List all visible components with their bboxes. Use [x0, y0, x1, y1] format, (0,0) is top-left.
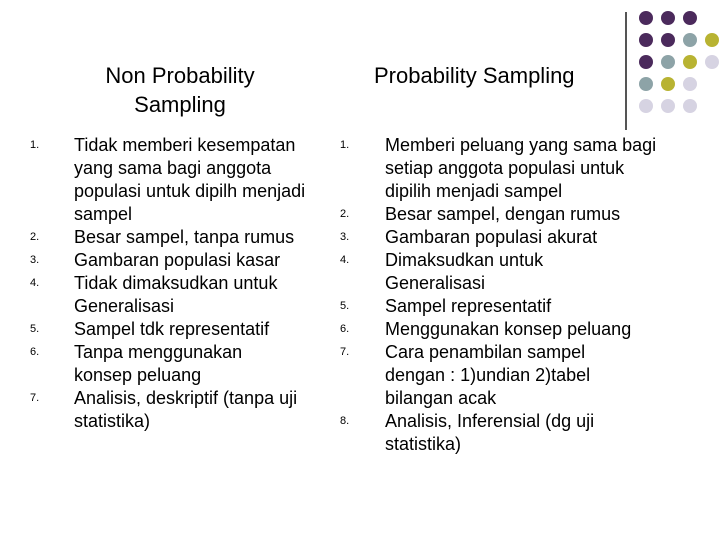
non-probability-title: Non Probability Sampling [105, 63, 255, 117]
dot-lavender [683, 99, 697, 113]
list-item [30, 226, 330, 249]
dot-gray [683, 33, 697, 47]
item-number: 2. [340, 208, 350, 220]
list-item [340, 295, 680, 318]
list-item [340, 341, 680, 410]
list-item [30, 318, 330, 341]
item-text: Besar sampel, tanpa rumus [74, 227, 295, 247]
dot-purple [661, 11, 675, 25]
dot-lavender [683, 77, 697, 91]
list-item [340, 249, 680, 295]
item-text: Gambaran populasi akurat [385, 227, 598, 247]
item-number: 4. [340, 254, 350, 266]
item-number: 7. [30, 392, 40, 404]
item-number: 6. [340, 323, 350, 335]
dot-purple [639, 33, 653, 47]
item-number: 1. [30, 139, 40, 151]
list-item [340, 203, 680, 226]
dot-purple [639, 11, 653, 25]
item-number: 3. [30, 254, 40, 266]
list-item [340, 410, 680, 456]
item-text: Sampel representatif [385, 296, 552, 316]
item-number: 1. [340, 139, 350, 151]
item-text: Memberi peluang yang sama bagi setiap anggota populasi untuk dipilih menjadi sampel [385, 135, 657, 201]
item-text: Cara penambilan sampel dengan : 1)undian 2)tabel bilangan acak [385, 342, 591, 408]
item-text: Gambaran populasi kasar [74, 250, 281, 270]
item-number: 7. [340, 346, 350, 358]
dot-olive [705, 33, 719, 47]
item-number: 5. [340, 300, 350, 312]
item-number: 3. [340, 231, 350, 243]
dot-lavender [639, 99, 653, 113]
item-text: Analisis, deskriptif (tanpa uji statistika) [74, 388, 298, 431]
list-item [340, 134, 680, 203]
item-number: 4. [30, 277, 40, 289]
dot-lavender [705, 55, 719, 69]
list-item [30, 272, 330, 318]
list-item [30, 134, 330, 226]
list-item [30, 249, 330, 272]
item-number: 8. [340, 415, 350, 427]
dot-gray [661, 55, 675, 69]
list-item [340, 318, 680, 341]
item-number: 5. [30, 323, 40, 335]
item-text: Dimaksudkan untuk Generalisasi [385, 250, 544, 293]
item-text: Menggunakan konsep peluang [385, 319, 632, 339]
list-item [30, 341, 330, 387]
item-text: Tidak dimaksudkan untuk Generalisasi [74, 273, 278, 316]
item-text: Analisis, Inferensial (dg uji statistika) [385, 411, 595, 454]
item-text: Tanpa menggunakan konsep peluang [74, 342, 243, 385]
list-item [30, 387, 330, 433]
dot-purple [661, 33, 675, 47]
dot-lavender [661, 99, 675, 113]
list-item [340, 226, 680, 249]
dot-purple [683, 11, 697, 25]
item-number: 6. [30, 346, 40, 358]
probability-list [340, 134, 680, 456]
item-text: Sampel tdk representatif [74, 319, 270, 339]
dot-purple [639, 55, 653, 69]
divider-line [625, 12, 627, 130]
item-text: Besar sampel, dengan rumus [385, 204, 621, 224]
item-number: 2. [30, 231, 40, 243]
item-text: Tidak memberi kesempatan yang sama bagi anggota populasi untuk dipilh menjadi sampel [74, 135, 306, 224]
dot-gray [639, 77, 653, 91]
probability-title: Probability Sampling [374, 63, 575, 88]
dot-olive [683, 55, 697, 69]
dot-olive [661, 77, 675, 91]
non-probability-list [30, 134, 330, 433]
